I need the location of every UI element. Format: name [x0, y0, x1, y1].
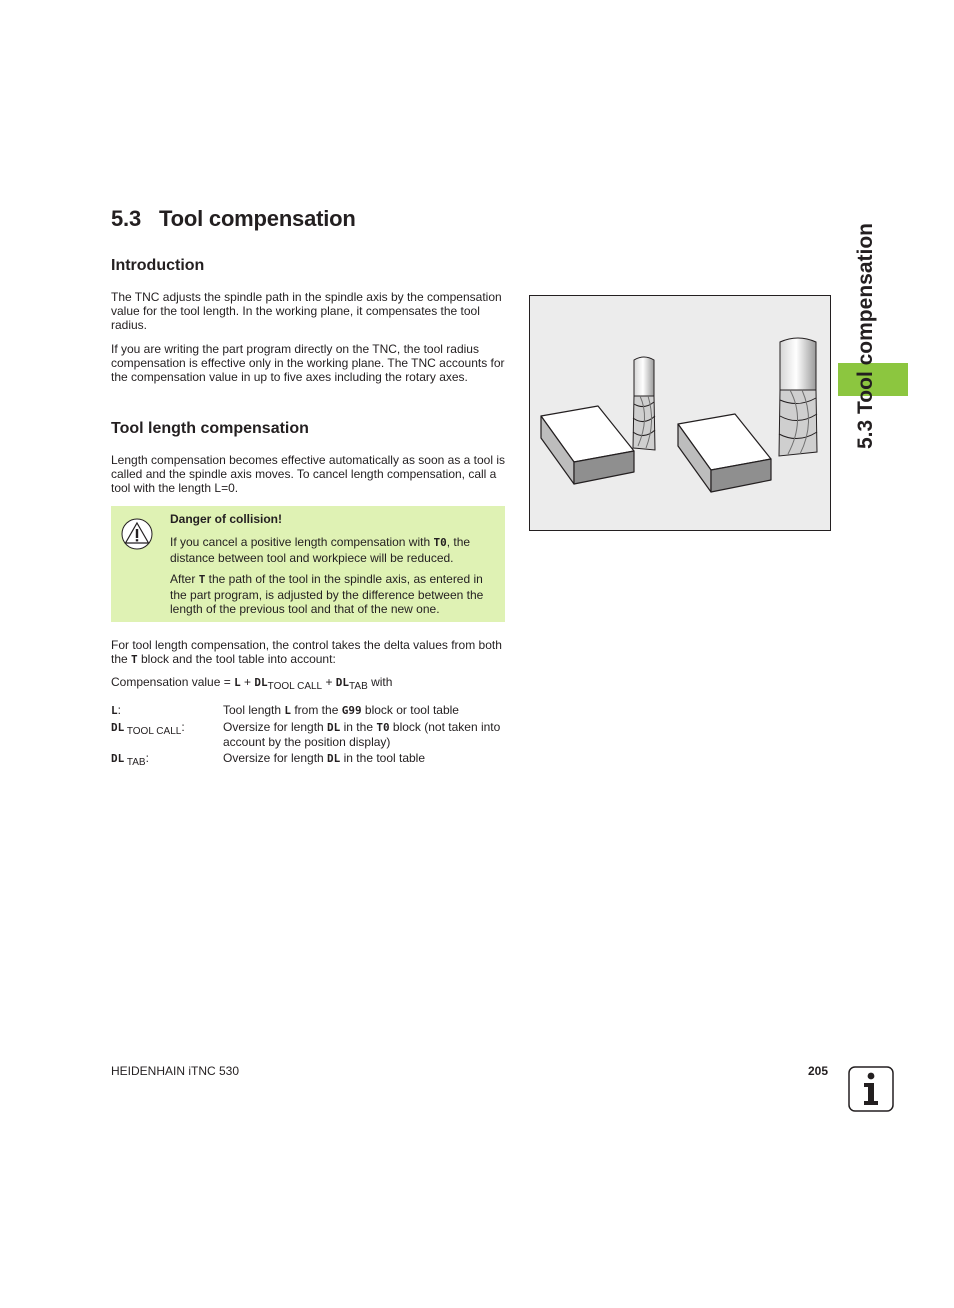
tool-workpiece-illustration [530, 296, 830, 530]
info-icon [848, 1066, 894, 1112]
compensation-formula: Compensation value = $L + DL_{TOOL CALL} + DL_{TAB}$ with [111, 675, 393, 692]
section-number: 5.3 [111, 206, 141, 231]
warning-paragraph-1: If you cancel a positive length compensation with T0, the distance between tool and workpiece will be reduced. [170, 535, 471, 565]
warning-triangle-icon [121, 518, 153, 550]
warning-paragraph-2: After T the path of the tool in the spindle axis, as entered in the part program, is adjusted by the difference between the length of the previous tool and that of the new one. [170, 572, 484, 616]
footer-product-name: HEIDENHAIN iTNC 530 [111, 1064, 240, 1078]
right-tool [779, 338, 817, 456]
delta-paragraph: For tool length compensation, the control takes the delta values from both the T block and the tool table into account: [111, 638, 502, 667]
introduction-heading: Introduction [111, 257, 205, 274]
tool-length-paragraph: Length compensation becomes effective automatically as soon as a tool is called and the spindle axis moves. To cancel length compensation, call a tool with the length L=0. [111, 453, 506, 496]
left-tool [633, 357, 655, 450]
tool-length-heading: Tool length compensation [111, 420, 309, 437]
side-chapter-title: 5.3 Tool compensation [854, 223, 877, 449]
warning-title: Danger of collision! [170, 512, 283, 526]
introduction-paragraph-2: If you are writing the part program directly on the TNC, the tool radius compensation is effective only in the working plane. The TNC accounts for the compensation value in up to five axes including the rotary axes. [111, 342, 505, 385]
introduction-paragraph-1: The TNC adjusts the spindle path in the spindle axis by the compensation value for the tool length. In the working plane, it compensates the tool radius. [111, 290, 502, 333]
right-workpiece [678, 414, 771, 492]
section-title [111, 206, 356, 232]
left-workpiece [541, 406, 634, 484]
footer-page-number: 205 [808, 1064, 829, 1078]
section-title-text: Tool compensation [159, 206, 356, 231]
tool-compensation-figure [529, 295, 831, 531]
warning-box [111, 506, 505, 622]
